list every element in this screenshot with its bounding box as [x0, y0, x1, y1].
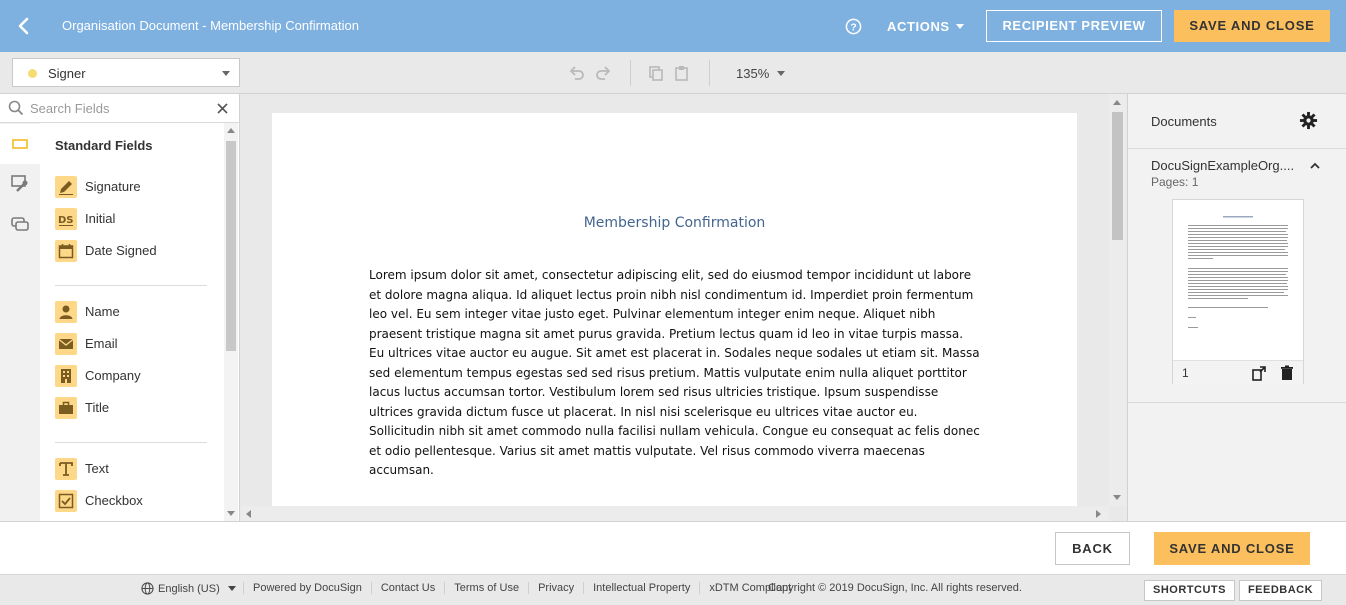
page-thumbnail-image [1173, 200, 1303, 360]
globe-icon [141, 582, 154, 595]
footer-link-xdtm[interactable]: xDTM Compliant [699, 582, 800, 594]
panel-divider [1128, 402, 1346, 403]
svg-text:?: ? [850, 22, 857, 34]
search-input[interactable] [30, 99, 210, 117]
documents-panel-title: Documents [1151, 114, 1217, 129]
field-date-signed[interactable] [55, 240, 215, 262]
building-icon [55, 365, 77, 387]
document-title: Organisation Document - Membership Confirmation [62, 18, 359, 33]
field-label: Name [85, 304, 120, 319]
save-and-close-bottom-button[interactable]: SAVE AND CLOSE [1154, 532, 1310, 565]
actions-label: ACTIONS [887, 19, 950, 34]
footer-links [243, 582, 800, 594]
back-button[interactable]: BACK [1055, 532, 1130, 565]
scroll-down-icon[interactable] [1113, 495, 1121, 500]
toolbar-divider [630, 60, 631, 86]
page-count: Pages: 1 [1151, 175, 1199, 189]
help-icon[interactable] [845, 18, 862, 35]
checkbox-icon [55, 490, 77, 512]
category-custom[interactable] [0, 164, 40, 204]
field-category-rail [0, 123, 40, 521]
copyright: Copyright © 2019 DocuSign, Inc. All rights reserved. [768, 582, 1022, 594]
undo-icon[interactable] [568, 64, 586, 82]
person-icon [55, 301, 77, 323]
field-label: Email [85, 336, 118, 351]
page-thumbnail[interactable] [1172, 199, 1304, 384]
category-fields[interactable] [0, 204, 40, 244]
field-rectangle-icon [11, 135, 29, 153]
wrench-icon [11, 175, 29, 193]
footer-link-ip[interactable]: Intellectual Property [583, 582, 699, 594]
fields-panel [0, 94, 240, 521]
rotate-page-icon[interactable] [1251, 365, 1267, 381]
save-and-close-button[interactable]: SAVE AND CLOSE [1174, 10, 1330, 42]
zoom-value: 135% [736, 66, 770, 81]
scroll-down-icon[interactable] [227, 511, 235, 516]
shortcuts-button[interactable]: SHORTCUTS [1144, 580, 1235, 601]
copy-icon[interactable] [647, 64, 665, 82]
documents-panel [1127, 94, 1346, 521]
field-label: Signature [85, 179, 141, 194]
scroll-left-icon[interactable] [246, 510, 251, 518]
stacked-fields-icon [11, 215, 29, 233]
caret-down-icon [228, 586, 236, 591]
footer-link-privacy[interactable]: Privacy [528, 582, 583, 594]
caret-down-icon [956, 24, 964, 29]
recipient-preview-button[interactable]: RECIPIENT PREVIEW [986, 10, 1162, 42]
scroll-up-icon[interactable] [227, 128, 235, 133]
scrollbar-thumb[interactable] [226, 141, 236, 351]
trash-icon[interactable] [1279, 365, 1295, 381]
document-name[interactable]: DocuSignExampleOrg.... [1151, 158, 1295, 173]
category-standard[interactable] [0, 124, 40, 164]
signer-label: Signer [48, 66, 86, 81]
field-label: Checkbox [85, 493, 143, 508]
scrollbar-thumb[interactable] [1112, 112, 1123, 240]
document-vertical-scrollbar[interactable] [1109, 94, 1126, 506]
field-text[interactable] [55, 458, 215, 480]
section-divider [55, 442, 207, 443]
field-label: Text [85, 461, 109, 476]
language-label: English (US) [158, 583, 220, 595]
svg-text:DS: DS [58, 215, 74, 226]
field-title[interactable] [55, 397, 215, 419]
document-canvas [241, 94, 1127, 521]
field-initial[interactable] [55, 208, 215, 230]
signer-color-dot [28, 69, 37, 78]
document-page[interactable] [272, 113, 1077, 506]
search-icon [8, 100, 24, 116]
signer-select[interactable] [12, 58, 240, 87]
thumbnail-footer [1173, 360, 1303, 384]
envelope-icon [55, 333, 77, 355]
editor-toolbar [0, 52, 1346, 94]
text-icon [55, 458, 77, 480]
close-icon[interactable] [216, 102, 229, 115]
calendar-icon [55, 240, 77, 262]
footer-link-terms[interactable]: Terms of Use [444, 582, 528, 594]
fields-scrollbar[interactable] [224, 123, 238, 521]
gear-icon[interactable] [1299, 111, 1318, 130]
actions-menu[interactable] [887, 19, 964, 34]
page-number: 1 [1182, 366, 1189, 380]
zoom-select[interactable] [736, 66, 785, 81]
scroll-right-icon[interactable] [1096, 510, 1101, 518]
back-arrow-icon[interactable] [14, 16, 34, 36]
field-label: Title [85, 400, 110, 415]
document-horizontal-scrollbar[interactable] [241, 506, 1109, 521]
page-footer [0, 574, 1346, 605]
bottom-action-bar [0, 521, 1346, 574]
feedback-button[interactable]: FEEDBACK [1239, 580, 1322, 601]
footer-link-contact[interactable]: Contact Us [371, 582, 444, 594]
standard-fields-heading: Standard Fields [55, 138, 153, 153]
paste-icon[interactable] [673, 64, 691, 82]
field-label: Company [85, 368, 141, 383]
language-select[interactable] [141, 582, 236, 595]
top-header [0, 0, 1346, 52]
chevron-up-icon[interactable] [1309, 161, 1321, 171]
search-field [0, 94, 240, 123]
panel-divider [1128, 148, 1346, 149]
document-body: Lorem ipsum dolor sit amet, consectetur adipiscing elit, sed do eiusmod tempor incididunt ut labore et dolore magna aliqua. Id aliquet lectus proin nibh nisl condimentum id. Imperdiet proin fermentum leo vel. Eu sem integer vitae justo eget. Pulvinar elementum integer enim neque. Aliquet nibh praesent tristique magna sit amet purus gravida. Pretium lectus quam id leo in vitae turpis massa. Eu ultrices vitae auctor eu augue. Sit amet est placerat in. Sodales neque sodales ut etiam sit. Massa sed elementum tempus egestas sed sed risus pretium. Mattis vulputate enim nulla aliquet porttitor lacus luctus accumsan tortor. Vestibulum lorem sed risus ultricies tristique. Ipsum suspendisse ultrices gravida dictum fusce ut placerat. In nisl nisi scelerisque eu ultrices vitae auctor eu. Sollicitudin nibh sit amet commodo nulla facilisi nullam vehicula. Congue eu consequat ac felis donec et odio pellentesque. Varius sit amet mattis vulputate. Vel risus commodo viverra maecenas accumsan. [369, 268, 980, 477]
field-name[interactable] [55, 301, 215, 323]
initials-icon [55, 208, 77, 230]
caret-down-icon [777, 71, 785, 76]
pen-icon [55, 176, 77, 198]
toolbar-divider [709, 60, 710, 86]
footer-link-powered[interactable]: Powered by DocuSign [243, 582, 371, 594]
field-signature[interactable] [55, 176, 215, 198]
section-divider [55, 285, 207, 286]
briefcase-icon [55, 397, 77, 419]
field-email[interactable] [55, 333, 215, 355]
document-heading: Membership Confirmation [583, 215, 766, 231]
field-company[interactable] [55, 365, 215, 387]
standard-fields-list [40, 123, 224, 521]
scroll-up-icon[interactable] [1113, 100, 1121, 105]
chevron-down-icon [222, 71, 230, 76]
field-checkbox[interactable] [55, 490, 215, 512]
field-label: Initial [85, 211, 116, 226]
redo-icon[interactable] [594, 64, 612, 82]
field-label: Date Signed [85, 243, 157, 258]
